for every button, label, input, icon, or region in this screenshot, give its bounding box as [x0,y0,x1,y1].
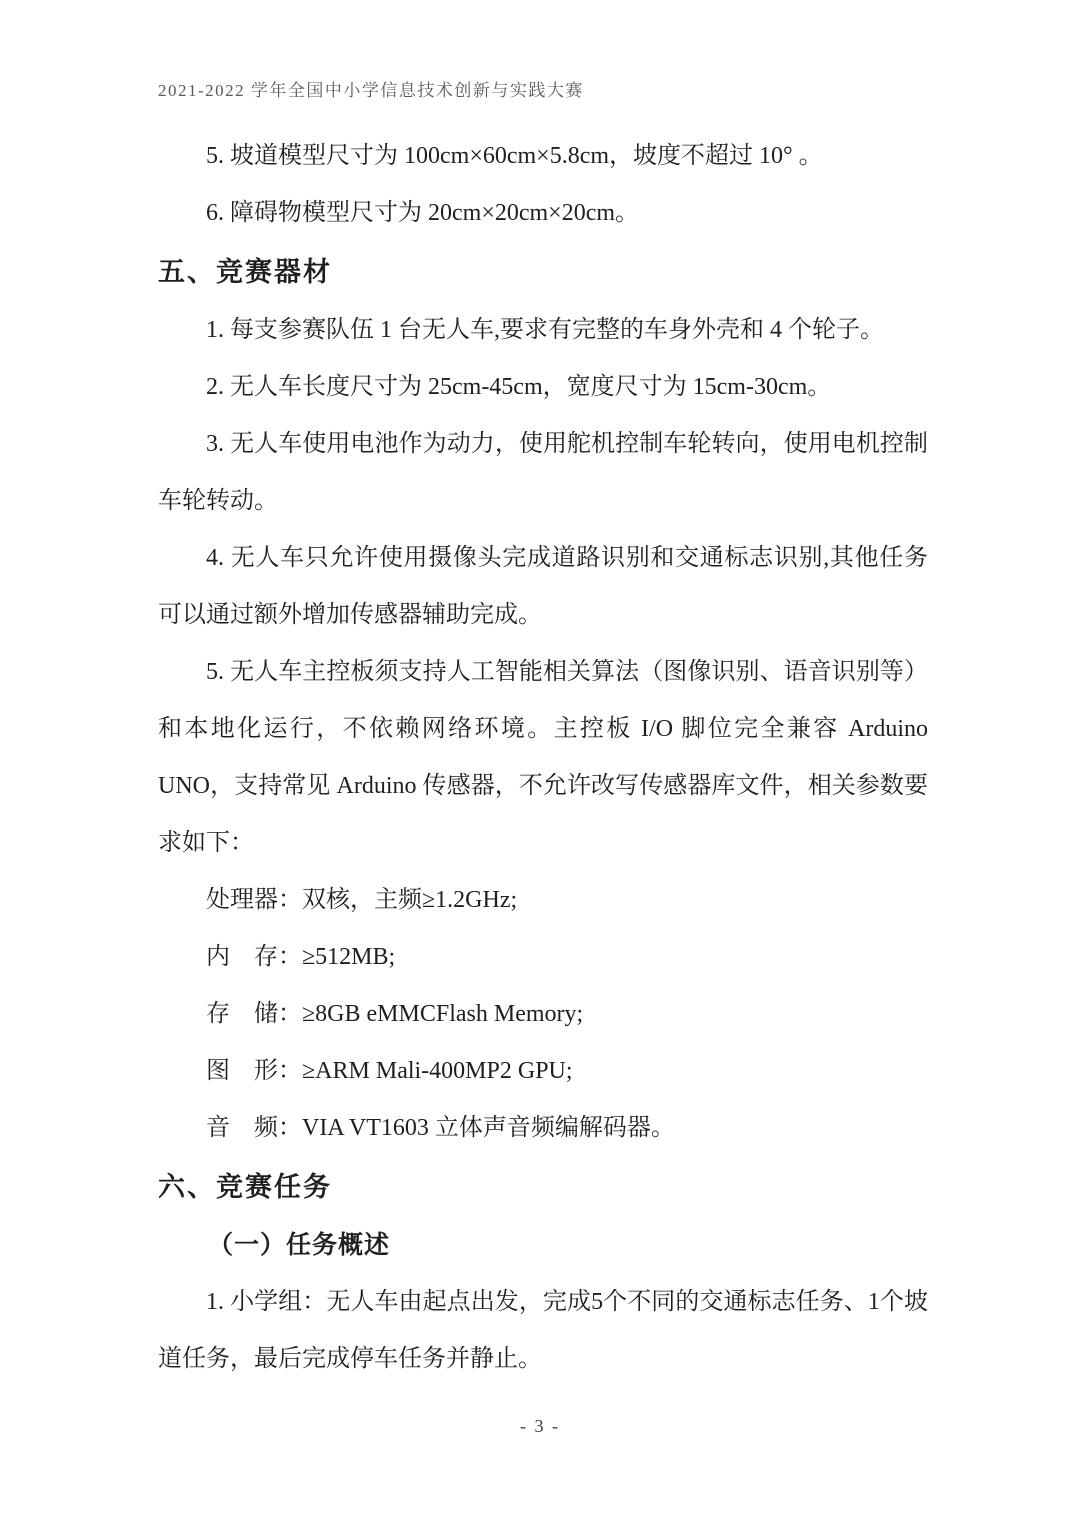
spec-audio: 音 频：VIA VT1603 立体声音频编解码器。 [206,1115,675,1141]
page-header: 2021-2022 学年全国中小学信息技术创新与实践大赛 [158,81,584,100]
list-item-ramp-size: 5. 坡道模型尺寸为 100cm×60cm×5.8cm，坡度不超过 10° 。 [206,143,823,169]
task-item-primary-school: 1. 小学组：无人车由起点出发，完成5个不同的交通标志任务、1个坡道任务，最后完成停车任务并静止。 [158,1289,928,1372]
equipment-item-1: 1. 每支参赛队伍 1 台无人车,要求有完整的车身外壳和 4 个轮子。 [206,317,884,343]
section-heading-equipment: 五、竞赛器材 [158,257,332,287]
list-item-obstacle-size: 6. 障碍物模型尺寸为 20cm×20cm×20cm。 [206,200,640,226]
equipment-item-3: 3. 无人车使用电池作为动力，使用舵机控制车轮转向，使用电机控制车轮转动。 [158,431,928,514]
equipment-item-4: 4. 无人车只允许使用摄像头完成道路识别和交通标志识别,其他任务可以通过额外增加传感器辅助完成。 [158,545,928,628]
section-heading-tasks: 六、竞赛任务 [158,1172,332,1202]
spec-processor: 处理器：双核，主频≥1.2GHz; [206,887,518,913]
equipment-item-5: 5. 无人车主控板须支持人工智能相关算法（图像识别、语音识别等）和本地化运行，不依赖网络环境。主控板 I/O 脚位完全兼容 Arduino UNO，支持常见 Arduino 传感器，不允许改写传感器库文件，相关参数要求如下： [158,659,928,856]
spec-graphics: 图 形：≥ARM Mali-400MP2 GPU; [206,1058,573,1084]
document-content [158,128,928,1388]
spec-memory: 内 存：≥512MB; [206,944,396,970]
subsection-heading-task-overview: （一）任务概述 [208,1232,391,1259]
page-number: - 3 - [520,1416,560,1436]
spec-storage: 存 储：≥8GB eMMCFlash Memory; [206,1001,584,1027]
equipment-item-2: 2. 无人车长度尺寸为 25cm-45cm，宽度尺寸为 15cm-30cm。 [206,374,832,400]
